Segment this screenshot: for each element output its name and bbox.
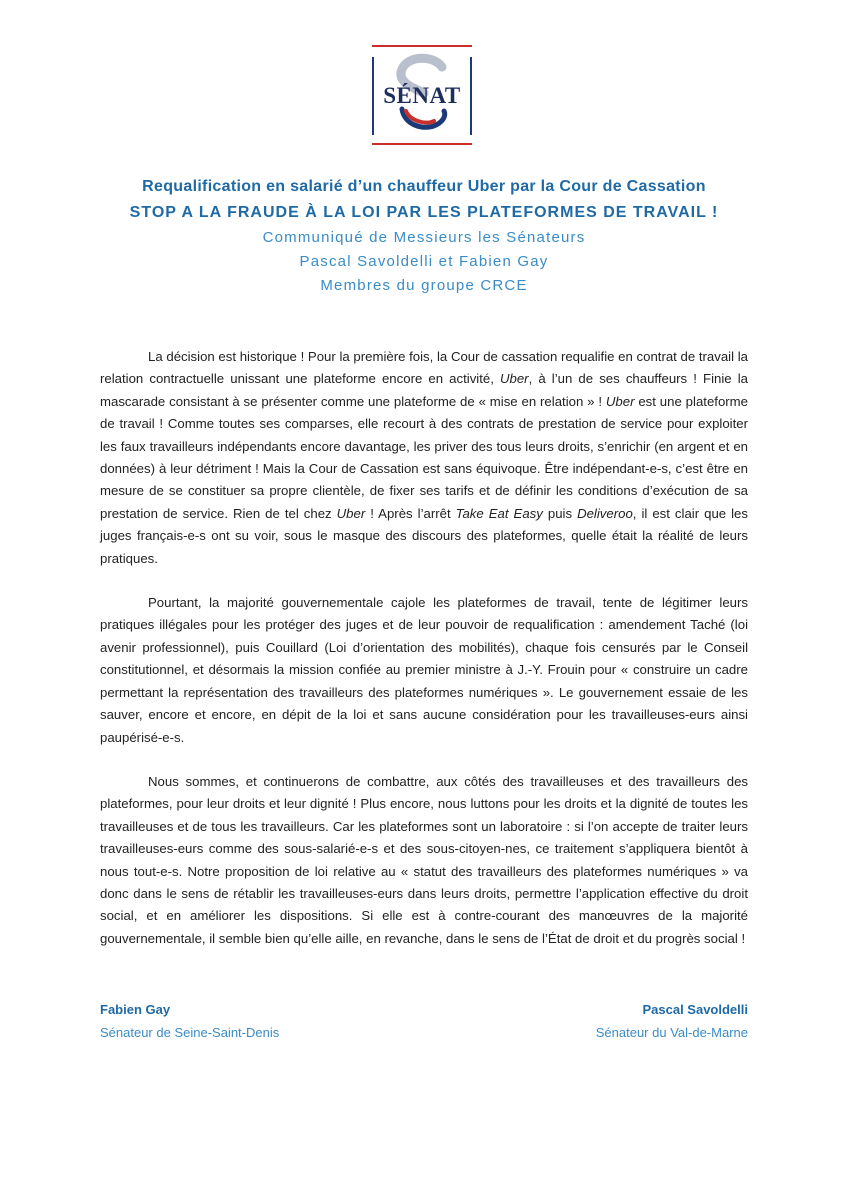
- p1-text-1: La décision est historique ! Pour la première fois, la Cour de cassation requalifie en contrat de travail la relation contractuelle unissant une plateforme encore en activité,: [100, 349, 748, 387]
- p1-text-5: puis: [542, 505, 578, 521]
- paragraph-3: Nous sommes, et continuerons de combattre, aux côtés des travailleuses et des travailleurs des plateformes, pour leur droits et leur dignité ! Plus encore, nous luttons pour les droits et la dignité de toutes les travailleuses et de tous les travailleurs. Car les plateformes sont un laboratoire : si l’on accepte de traiter leurs travailleuses-eurs comme des sous-salarié-e-s et des sous-citoyen-nes, ce traitement s’appliquera bientôt à nous tout-e-s. Notre proposition de loi relative au « statut des travailleurs des plateformes numériques » va donc dans le sens de rétablir les travailleuses-eurs dans leurs droits, permettre l’application effective du droit social, et en améliorer les dispositions. Si elle est à contre-courant des manœuvres de la majorité gouvernementale, il semble bien qu’elle aille, en revanche, dans le sens de l’État de droit et du progrès social !: [100, 773, 748, 946]
- p1-text-4: ! Après l’arrêt: [365, 505, 456, 521]
- p1-italic-2: Uber: [605, 393, 635, 409]
- signature-left-role: Sénateur de Seine-Saint-Denis: [100, 1025, 280, 1040]
- signature-left: [100, 1002, 279, 1040]
- p1-italic-1: Uber: [499, 371, 529, 387]
- p1-text-6: , il est clair que les juges français-e-s ont su voir, sous le masque des discours des plateformes, quelle était la réalité de leurs pratiques.: [100, 505, 748, 566]
- title-line-2: STOP A LA FRAUDE À LA LOI PAR LES PLATEFORMES DE TRAVAIL !: [129, 204, 719, 221]
- title-line-1: Requalification en salarié d’un chauffeur Uber par la Cour de Cassation: [142, 178, 706, 195]
- subtitle-line-3: Membres du groupe CRCE: [320, 277, 528, 294]
- press-release-body: [100, 346, 748, 972]
- subtitle-line-2: Pascal Savoldelli et Fabien Gay: [299, 253, 549, 270]
- signature-right: [596, 1002, 748, 1040]
- paragraph-1: [100, 346, 748, 570]
- logo-bottom-rule: [372, 143, 472, 145]
- paragraph-2: Pourtant, la majorité gouvernementale cajole les plateformes de travail, tente de légitimer leurs pratiques illégales pour les protéger des juges et de leur pouvoir de requalification : amendement Taché (loi avenir professionnel), puis Couillard (Loi d’orientation des mobilités), chaque fois censurés par le Conseil constitutionnel, et désormais la mission confiée au premier ministre à J.-Y. Frouin pour « construire un cadre permettant la représentation des travailleurs des plateformes numériques ». Le gouvernement essaie de les sauver, encore et encore, en dépit de la loi et sans aucune considération pour les travailleuses-eurs ainsi paupérisé-e-s.: [100, 595, 748, 745]
- signature-left-name: Fabien Gay: [100, 1002, 171, 1017]
- p1-italic-5: Deliveroo: [577, 505, 633, 521]
- logo-wordmark: SÉNAT: [383, 83, 461, 108]
- p1-text-3: est une plateforme de travail ! Comme toutes ses comparses, elle recourt à des contrats de prestation de service pour exploiter les faux travailleurs indépendants encore davantage, les priver des tous leurs droits, s’enrichir (en argent et en données) à leur détriment ! Mais la Cour de Cassation est sans équivoque. Être indépendant-e-s, c’est être en mesure de se constituer sa propre clientèle, de fixer ses tarifs et de définir les conditions d’exécution de sa prestation de service. Rien de tel chez: [100, 393, 748, 521]
- p1-italic-3: Uber: [336, 505, 366, 521]
- p1-text-2: , à l’un de ses chauffeurs ! Finie la mascarade consistant à se présenter comme une plateforme de « mise en relation » !: [100, 371, 748, 409]
- subtitle-line-1: Communiqué de Messieurs les Sénateurs: [262, 229, 586, 246]
- p1-italic-4: Take Eat Easy: [455, 505, 543, 521]
- signature-right-name: Pascal Savoldelli: [642, 1002, 748, 1017]
- senat-logo: [372, 45, 472, 145]
- signature-right-role: Sénateur du Val-de-Marne: [595, 1025, 748, 1040]
